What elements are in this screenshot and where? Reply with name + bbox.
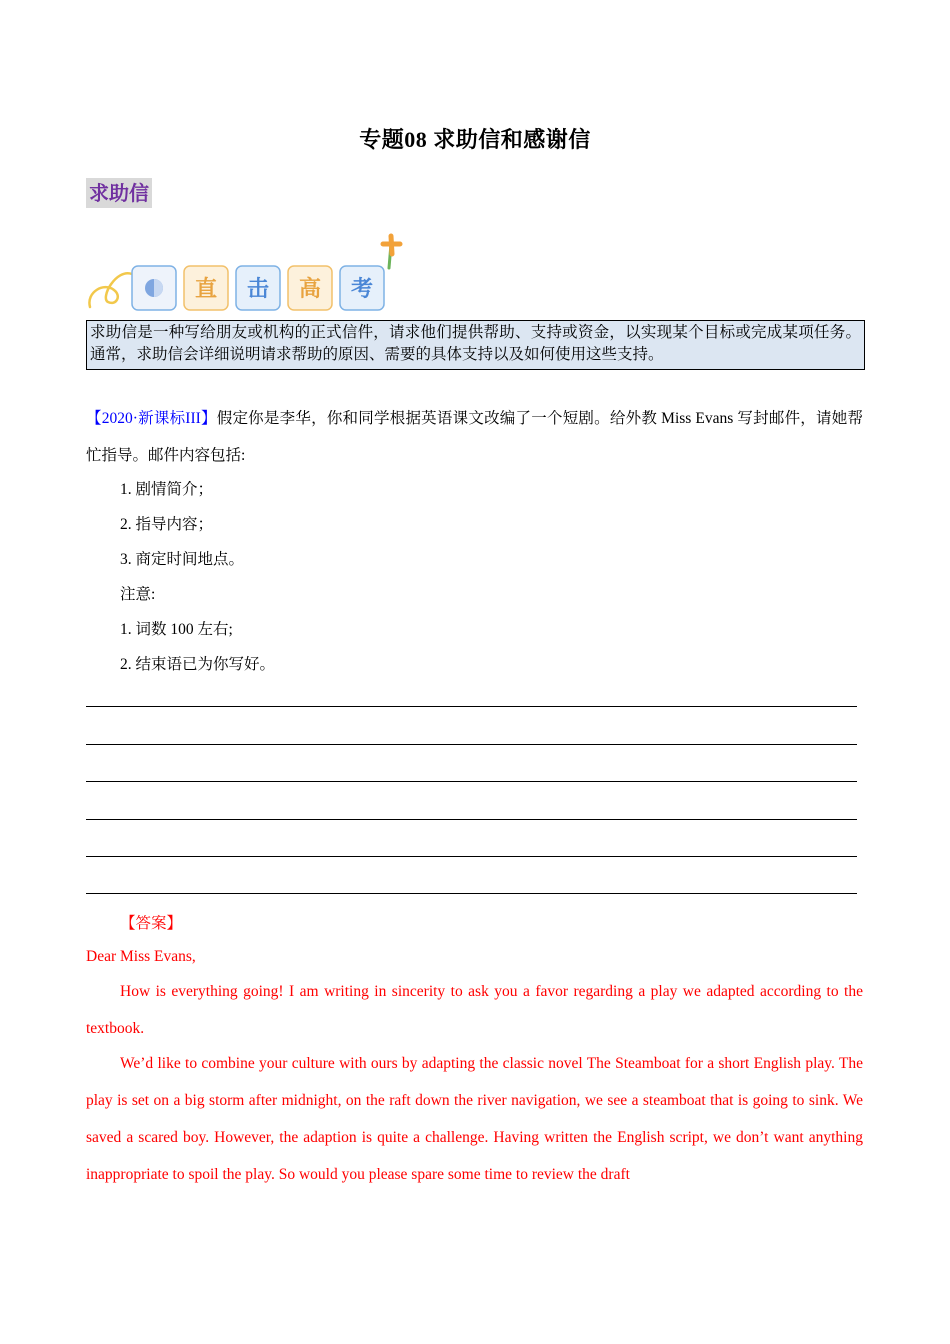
banner-graphic — [86, 232, 416, 314]
intro-box: 求助信是一种写给朋友或机构的正式信件，请求他们提供帮助、支持或资金，以实现某个目标或完成某项任务。通常，求助信会详细说明请求帮助的原因、需要的具体支持以及如何使用这些支持。 — [86, 320, 865, 370]
circle-tile — [132, 266, 176, 310]
writing-line — [86, 706, 857, 707]
task-text: 假定你是李华，你和同学根据英语课文改编了一个短剧。给外教 Miss Evans 写封邮件，请她帮忙指导。邮件内容包括: — [86, 410, 863, 464]
task-item-3: 3. 商定时间地点。 — [120, 551, 245, 568]
banner-char-4: 考 — [350, 277, 374, 302]
writing-line — [86, 856, 857, 857]
answer-paragraph-1: How is everything going! I am writing in sincerity to ask you a favor regarding a play we adapted according to the textbook. — [86, 983, 863, 1037]
answer-label: 【答案】 — [120, 915, 183, 932]
writing-line — [86, 893, 857, 894]
banner-char-1: 直 — [194, 277, 218, 302]
banner-tile-4 — [340, 266, 384, 310]
task-item-2: 2. 指导内容； — [120, 516, 214, 533]
task-source: 【2020·新课标III】 — [86, 410, 217, 427]
banner-tile-2 — [236, 266, 280, 310]
note-label: 注意: — [120, 586, 156, 603]
note-item-1: 1. 词数 100 左右; — [120, 621, 233, 638]
section-heading: 求助信 — [86, 178, 152, 208]
note-item-2: 2. 结束语已为你写好。 — [120, 656, 276, 673]
flower-decoration — [383, 236, 400, 268]
banner-tile-3 — [288, 266, 332, 310]
writing-line — [86, 819, 857, 820]
answer-greeting: Dear Miss Evans, — [86, 948, 196, 965]
banner-tile-1 — [184, 266, 228, 310]
writing-line — [86, 781, 857, 782]
banner-char-2: 击 — [246, 277, 270, 302]
page-title: 专题08 求助信和感谢信 — [359, 127, 591, 152]
task-item-1: 1. 剧情简介； — [120, 481, 214, 498]
banner-char-3: 高 — [298, 277, 322, 302]
answer-paragraph-2: We’d like to combine your culture with ours by adapting the classic novel The Steamboat for a short English play. The play is set on a big storm after midnight, on the raft down the river navigation, we see a steamboat that is going to sink. We saved a scared boy. However, the adaption is quite a challenge. Having written the English script, we don’t want anything inappropriate to spoil the play. So would you please spare some time to review the draft — [86, 1055, 863, 1183]
writing-line — [86, 744, 857, 745]
swirl-decoration — [89, 273, 132, 307]
task-prompt — [86, 400, 863, 474]
